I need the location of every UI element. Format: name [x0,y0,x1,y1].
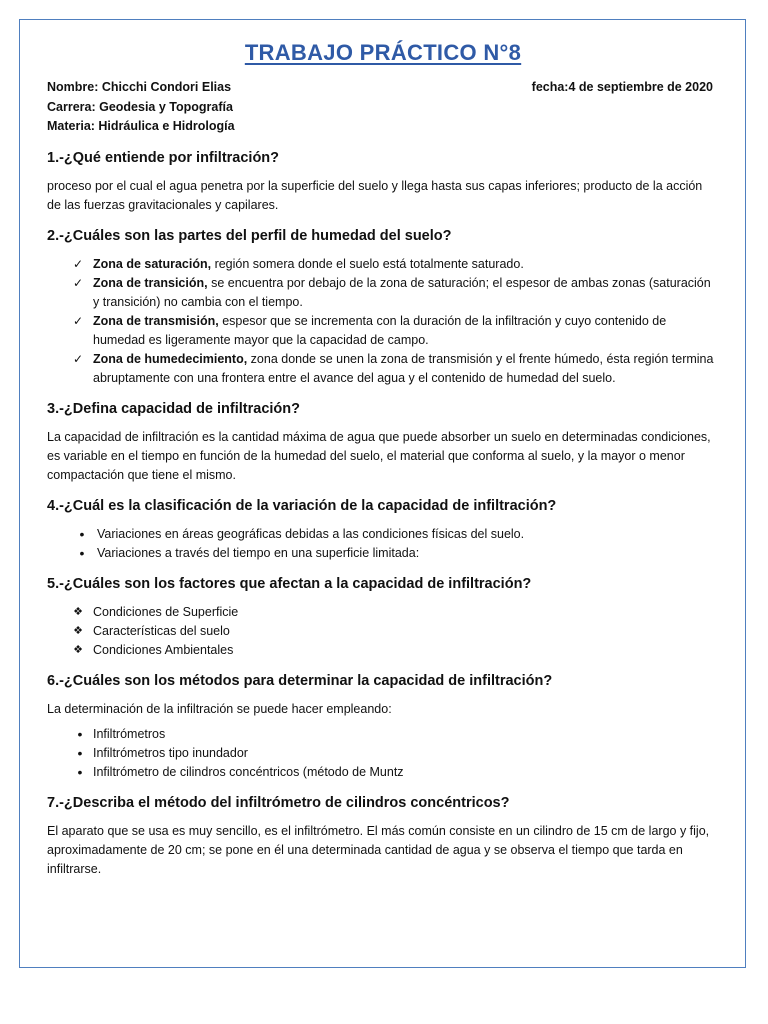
bullet-icon: • [77,763,83,780]
list-item [47,744,719,763]
checkmark-icon: ✓ [72,313,84,328]
diamond-bullet-icon: ❖ [73,643,83,656]
header-info [47,78,719,137]
list-item-term: Zona de humedecimiento, [93,351,248,366]
list-item [47,312,719,350]
list-item [47,603,719,622]
bullet-icon: • [79,544,85,561]
diamond-bullet-icon: ❖ [73,605,83,618]
list-item-text: Infiltrómetro de cilindros concéntricos (método de Muntz [93,764,404,779]
list-item-text: se encuentra por debajo de la zona de saturación; el espesor de ambas zonas (saturación y transición) no cambia con el tiempo. [93,275,711,309]
question-4: 4.-¿Cuál es la clasificación de la variación de la capacidad de infiltración? [47,497,557,514]
question-5: 5.-¿Cuáles son los factores que afectan a la capacidad de infiltración? [47,575,532,592]
document-body [47,40,719,885]
list-item [47,544,719,563]
diamond-bullet-icon: ❖ [73,624,83,637]
document-title: TRABAJO PRÁCTICO N°8 [244,40,522,65]
answer-3: La capacidad de infiltración es la cantidad máxima de agua que puede absorber un suelo en determinadas condiciones, es variable en el tiempo en función de la humedad del suelo, el material que conforma al suelo, y la mayor o menor compactación que tiene el mismo. [47,429,711,482]
list-item-text: Infiltrómetros tipo inundador [93,745,248,760]
answer-7: El aparato que se usa es muy sencillo, es el infiltrómetro. El más común consiste en un cilindro de 15 cm de largo y fijo, aproximadamente de 20 cm; se pone en él una determinada cantidad de agua y se observa el tiempo que tarda en infiltrarse. [47,823,710,876]
factors-list [47,603,719,660]
list-item-term: Zona de transición, [93,275,208,290]
subject: Materia: Hidráulica e Hidrología [47,119,235,133]
question-3: 3.-¿Defina capacidad de infiltración? [47,400,300,417]
bullet-icon: • [77,725,83,742]
list-item [47,763,719,782]
question-2: 2.-¿Cuáles son las partes del perfil de humedad del suelo? [47,227,452,244]
list-item-term: Zona de transmisión, [93,313,219,328]
list-item [47,350,719,388]
answer-6-intro: La determinación de la infiltración se puede hacer empleando: [47,701,392,716]
checkmark-icon: ✓ [72,275,84,290]
list-item-text: Variaciones en áreas geográficas debidas a las condiciones físicas del suelo. [97,526,525,541]
list-item-text: Variaciones a través del tiempo en una superficie limitada: [97,545,420,560]
classification-list [47,525,719,563]
list-item [47,641,719,660]
list-item [47,622,719,641]
list-item-text: Características del suelo [93,623,230,638]
list-item [47,525,719,544]
humidity-profile-list [47,255,719,388]
question-6: 6.-¿Cuáles son los métodos para determinar la capacidad de infiltración? [47,672,553,689]
question-1: 1.-¿Qué entiende por infiltración? [47,149,280,166]
question-7: 7.-¿Describa el método del infiltrómetro de cilindros concéntricos? [47,794,510,811]
list-item-text: espesor que se incrementa con la duración de la infiltración y cuyo contenido de humedad es ligeramente mayor que la capacidad de campo. [93,313,667,347]
methods-list [47,725,719,782]
list-item-text: Condiciones de Superficie [93,604,239,619]
list-item-text: zona donde se unen la zona de transmisión y el frente húmedo, ésta región termina abruptamente con una frontera entre el avance del agua y el contenido de humedad del suelo. [93,351,714,385]
answer-1: proceso por el cual el agua penetra por la superficie del suelo y llega hasta sus capas inferiores; producto de la acción de las fuerzas gravitacionales y capilares. [47,178,703,212]
list-item [47,274,719,312]
career: Carrera: Geodesia y Topografía [47,99,233,114]
checkmark-icon: ✓ [72,351,84,366]
list-item-text: región somera donde el suelo está totalmente saturado. [211,256,524,271]
checkmark-icon: ✓ [72,256,84,271]
document-date: fecha:4 de septiembre de 2020 [531,80,713,94]
list-item-term: Zona de saturación, [93,256,212,271]
list-item [47,255,719,274]
bullet-icon: • [79,525,85,542]
list-item-text: Infiltrómetros [93,726,166,741]
bullet-icon: • [77,744,83,761]
list-item [47,725,719,744]
list-item-text: Condiciones Ambientales [93,642,234,657]
student-name: Nombre: Chicchi Condori Elias [47,80,232,94]
